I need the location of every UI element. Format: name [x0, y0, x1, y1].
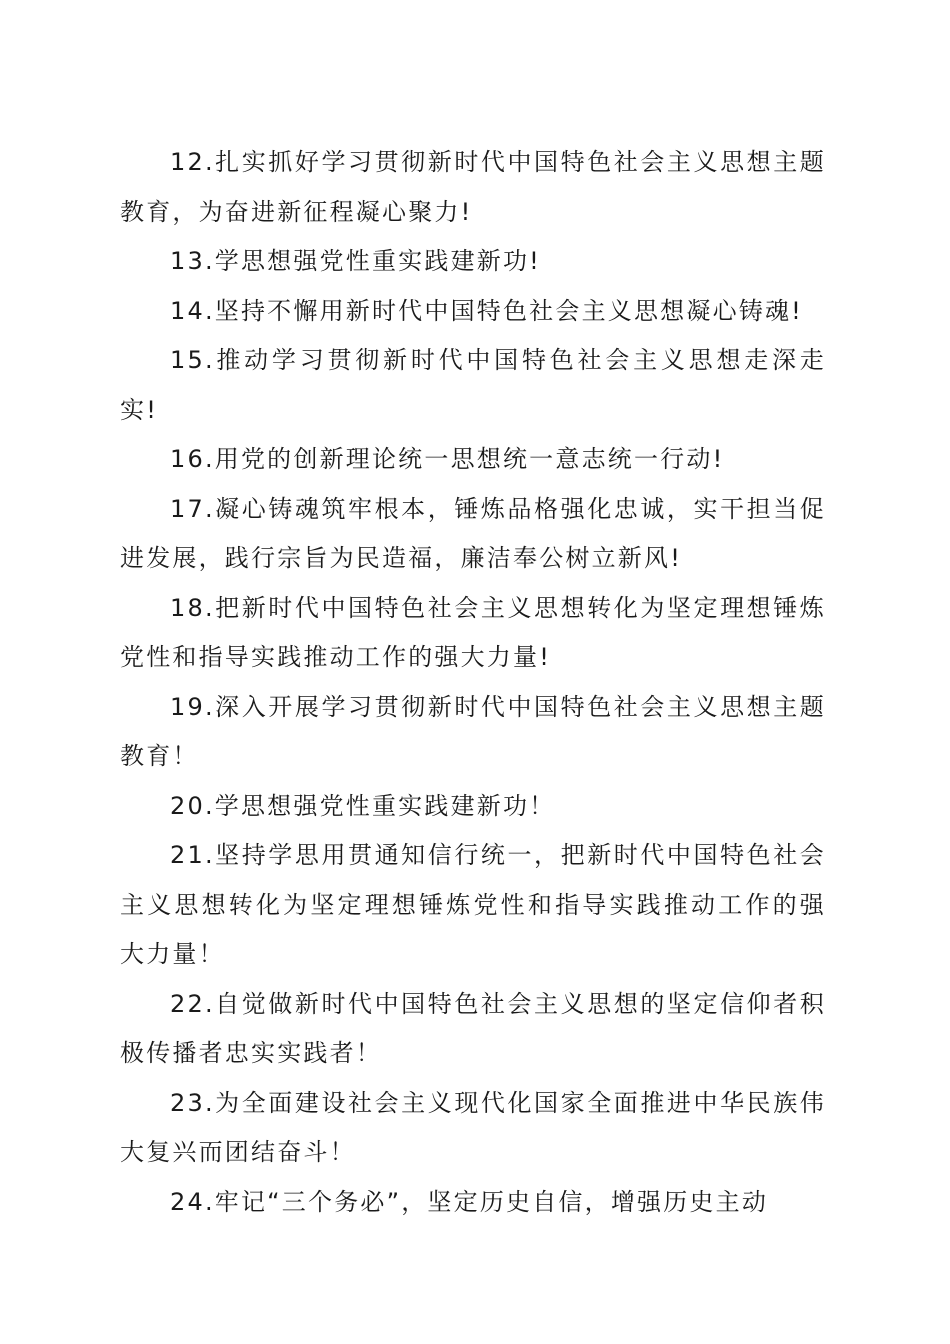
- paragraph-20: 20.学思想强党性重实践建新功！: [170, 791, 556, 820]
- paragraph-16: 16.用党的创新理论统一思想统一意志统一行动!: [170, 445, 725, 473]
- paragraph-19: 19.深入开展学习贯彻新时代中国特色社会主义思想主题教育！: [120, 692, 826, 770]
- paragraph-13: 13.学思想强党性重实践建新功!: [170, 247, 541, 275]
- document-body: [120, 138, 826, 1227]
- paragraph-18: 18.把新时代中国特色社会主义思想转化为坚定理想锤炼党性和指导实践推动工作的强大力量!: [120, 593, 826, 671]
- paragraph-17: 17.凝心铸魂筑牢根本，锤炼品格强化忠诚，实干担当促进发展，践行宗旨为民造福，廉洁奉公树立新风!: [120, 494, 826, 572]
- paragraph-21: 21.坚持学思用贯通知信行统一，把新时代中国特色社会主义思想转化为坚定理想锤炼党性和指导实践推动工作的强大力量！: [120, 841, 826, 968]
- paragraph-24: 24.牢记“三个务必”，坚定历史自信，增强历史主动: [170, 1187, 769, 1216]
- paragraph-23: 23.为全面建设社会主义现代化国家全面推进中华民族伟大复兴而团结奋斗！: [120, 1088, 826, 1166]
- paragraph-15: 15.推动学习贯彻新时代中国特色社会主义思想走深走实!: [120, 346, 826, 424]
- paragraph-22: 22.自觉做新时代中国特色社会主义思想的坚定信仰者积极传播者忠实实践者！: [120, 989, 826, 1067]
- paragraph-14: 14.坚持不懈用新时代中国特色社会主义思想凝心铸魂!: [170, 296, 803, 325]
- paragraph-12: 12.扎实抓好学习贯彻新时代中国特色社会主义思想主题教育，为奋进新征程凝心聚力!: [120, 148, 826, 226]
